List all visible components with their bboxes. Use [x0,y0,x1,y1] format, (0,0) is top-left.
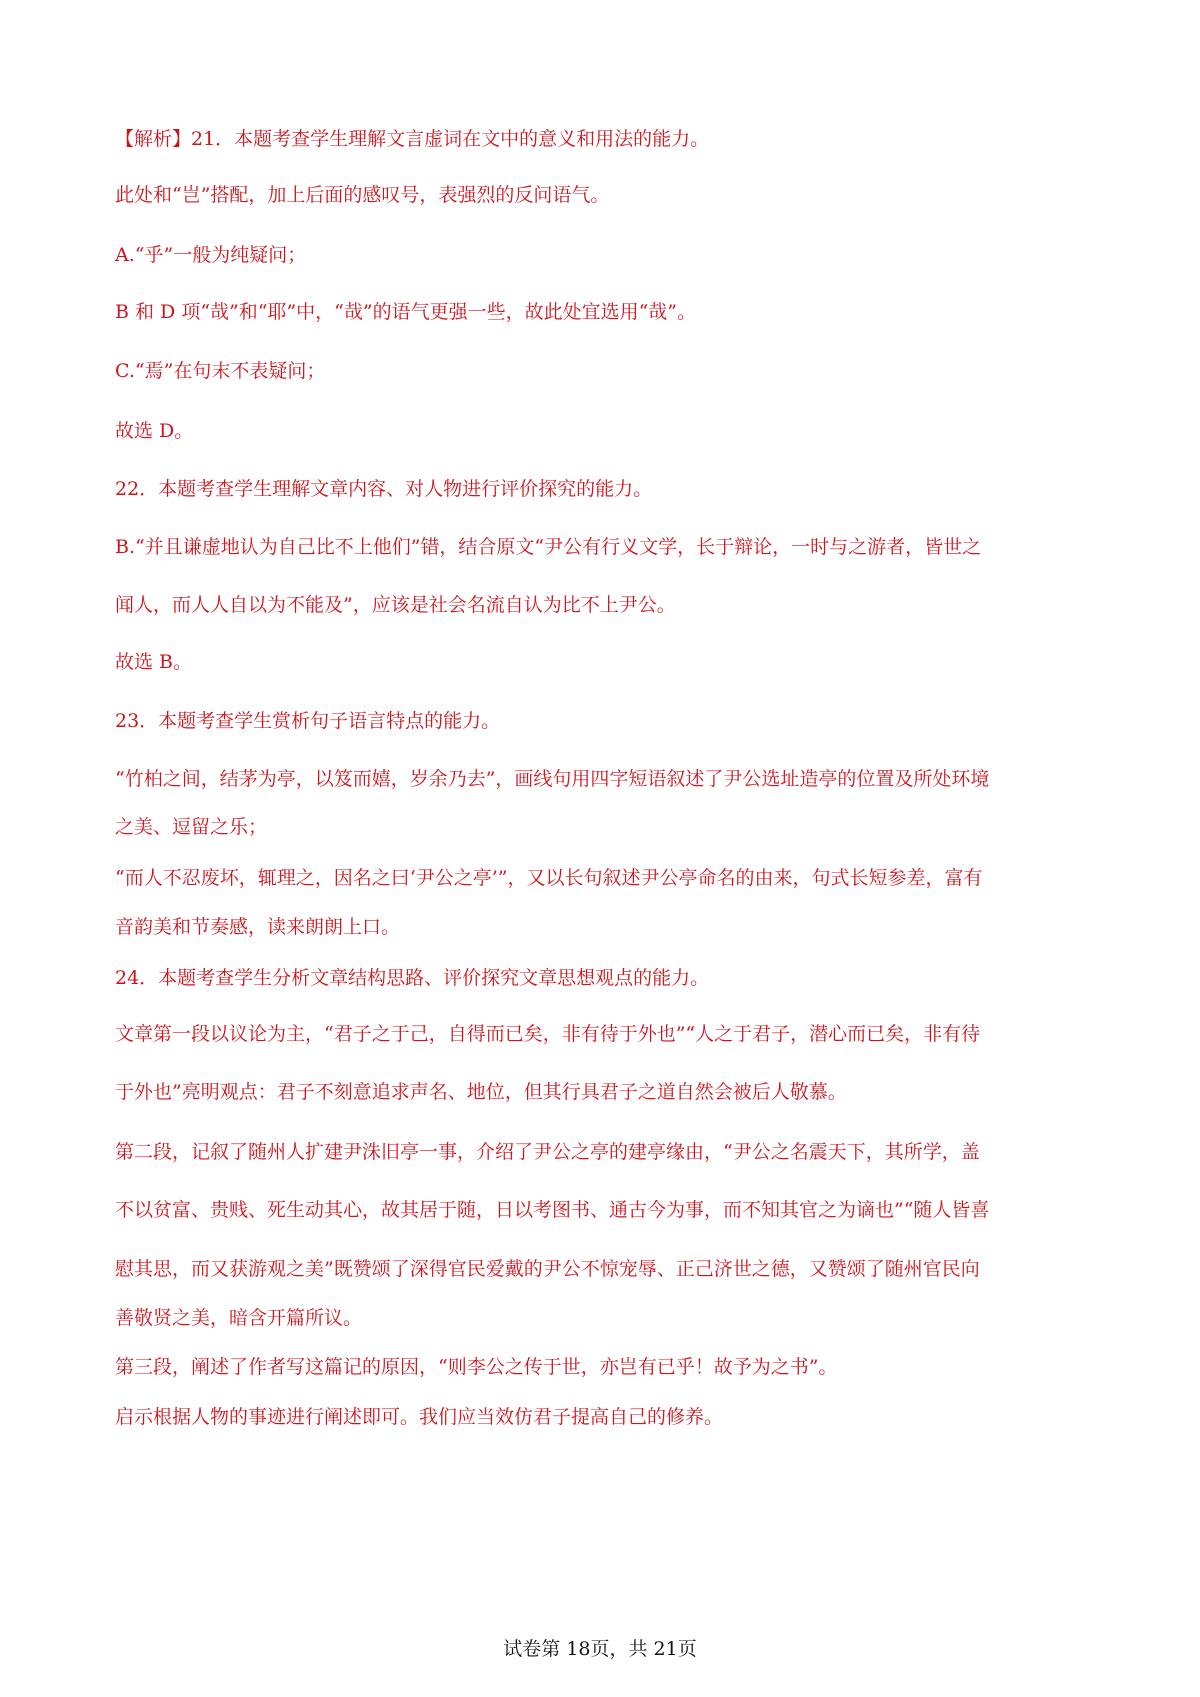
text-line: 故选 D。 [115,420,194,442]
text-line: 之美、逗留之乐； [115,816,268,838]
text-line: B.“并且谦虚地认为自己比不上他们”错，结合原文“尹公有行义文学，长于辩论，一时与之游者，皆世之 [115,536,982,558]
text-line: B 和 D 项“哉”和“耶”中，“哉”的语气更强一些，故此处宜选用“哉”。 [115,301,697,323]
text-line: 文章第一段以议论为主，“君子之于己，自得而已矣，非有待于外也”“人之于君子，潜心而已矣，非有待 [115,1023,981,1045]
text-line: 于外也”亮明观点：君子不刻意追求声名、地位，但其行具君子之道自然会被后人敬慕。 [115,1081,847,1103]
text-line: 启示根据人物的事迹进行阐述即可。我们应当效仿君子提高自己的修养。 [115,1406,724,1428]
text-line: 善敬贤之美，暗含开篇所议。 [115,1307,363,1329]
text-line: 故选 B。 [115,651,193,673]
text-line: 此处和“岂”搭配，加上后面的感叹号，表强烈的反问语气。 [115,184,610,206]
text-line: 第二段，记叙了随州人扩建尹洙旧亭一事，介绍了尹公之亭的建亭缘由，“尹公之名震天下，其所学，盖 [115,1141,980,1163]
text-line: 第三段，阐述了作者写这篇记的原因，“则李公之传于世，亦岂有已乎！故予为之书”。 [115,1356,838,1378]
text-line: 24．本题考查学生分析文章结构思路、评价探究文章思想观点的能力。 [115,967,710,989]
page-footer: 试卷第 18页，共 21页 [503,1638,697,1660]
text-line: 23．本题考查学生赏析句子语言特点的能力。 [115,710,501,732]
text-line: “竹柏之间，结茅为亭，以笈而嬉，岁余乃去”，画线句用四字短语叙述了尹公选址造亭的位置及所处环境 [115,768,990,790]
text-line: 【解析】21．本题考查学生理解文言虚词在文中的意义和用法的能力。 [115,128,710,150]
text-line: 22．本题考查学生理解文章内容、对人物进行评价探究的能力。 [115,478,653,500]
text-line: 音韵美和节奏感，读来朗朗上口。 [115,916,401,938]
text-line: C.“焉”在句末不表疑问； [115,360,326,382]
text-line: “而人不忍废坏，辄理之，因名之曰‘尹公之亭’”，又以长句叙述尹公亭命名的由来，句式长短参差，富有 [115,867,983,889]
text-line: 闻人，而人人自以为不能及”，应该是社会名流自认为比不上尹公。 [115,594,676,616]
text-line: A.“乎”一般为纯疑问； [115,244,307,266]
text-line: 慰其思，而又获游观之美”既赞颂了深得官民爱戴的尹公不惊宠辱、正己济世之德，又赞颂了随州官民向 [115,1258,980,1280]
text-line: 不以贫富、贵贱、死生动其心，故其居于随，日以考图书、通古今为事，而不知其官之为谪也”“随人皆喜 [115,1199,990,1221]
